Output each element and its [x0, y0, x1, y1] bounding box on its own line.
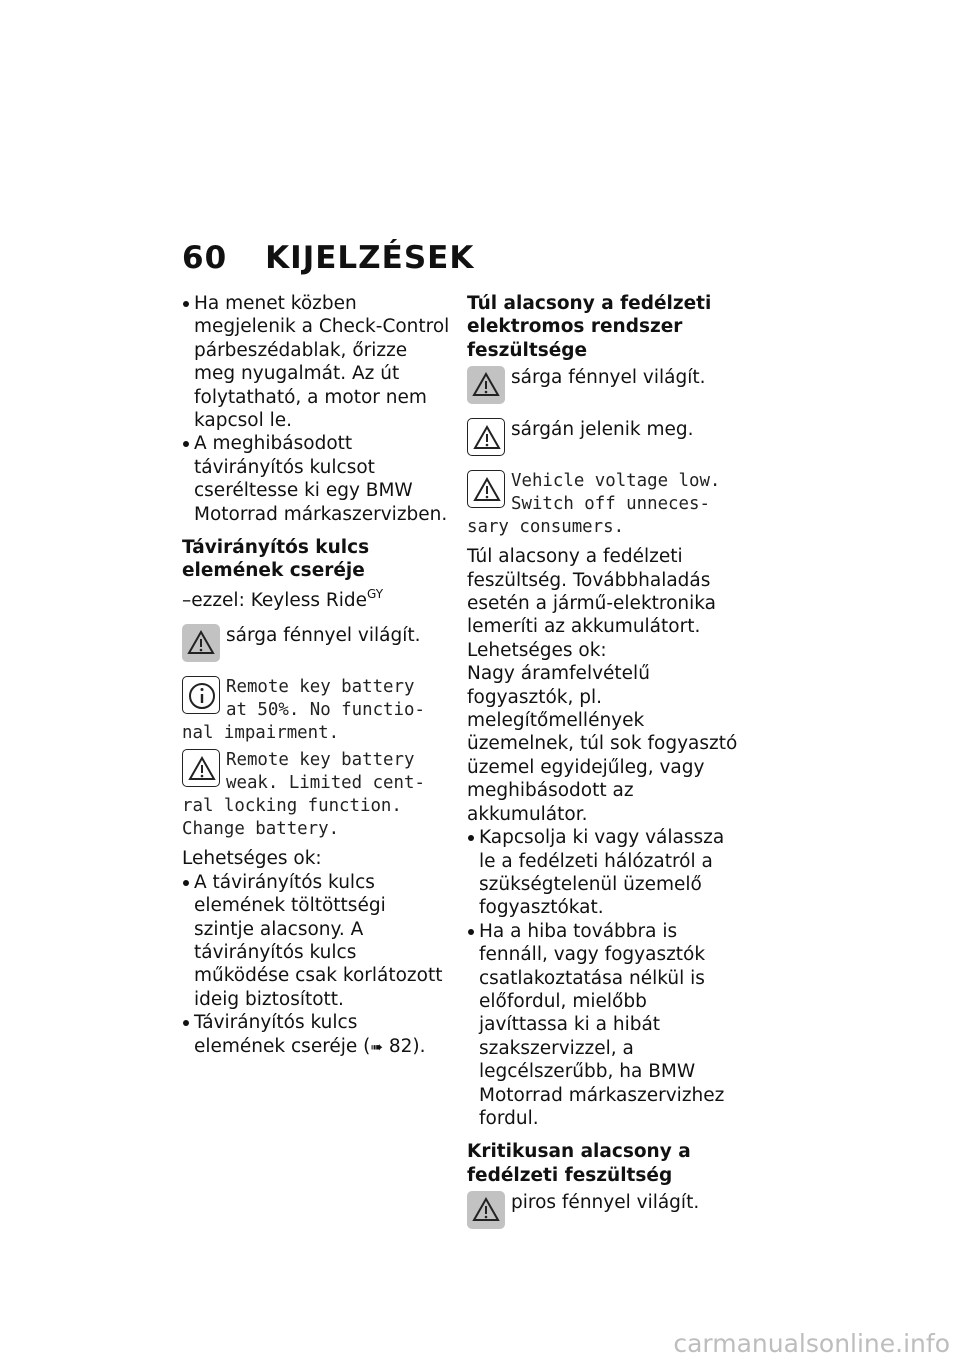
causes-label: Lehetséges ok:: [182, 848, 322, 870]
section-title: Távirányítós kulcs elemének cseréje: [182, 537, 370, 582]
list-item: Kapcsolja ki vagy válassza le a fedélzeti hálózatról a szükségtelenül üzemelő fogyasztókat.: [467, 826, 739, 920]
indicator-text: piros fénnyel világít.: [511, 1192, 700, 1214]
page-title: KIJELZÉSEK: [265, 240, 475, 276]
left-column: [182, 292, 450, 1059]
warning-triangle-outline-icon: [467, 470, 505, 508]
list-item: A távirányítós kulcs elemének töltöttségi szintje alacsony. A távirányítós kulcs működése csak korlátozott ideig biztosított.: [182, 871, 450, 1011]
paragraph: Túl alacsony a fedélzeti feszültség. Továbbhaladás esetén a jármű-elektronika lemeríti az akkumulátort.: [467, 546, 717, 638]
watermark: carmanualsonline.info: [673, 1329, 950, 1358]
section-title: Kritikusan alacsony a fedélzeti feszültség: [467, 1141, 691, 1186]
indicator-text: sárga fénnyel világít.: [511, 367, 706, 389]
paragraph: Nagy áramfelvételű fogyasztók, pl. melegítőmellények üzemelnek, túl sok fogyasztó üzemel egyidejűleg, vagy meghibásodott az akkumulátor.: [467, 663, 738, 825]
indicator-row: [182, 624, 450, 664]
causes-label: Lehetséges ok:: [467, 639, 607, 661]
indicator-row: [467, 1191, 739, 1231]
warning-triangle-icon: [182, 624, 220, 662]
indicator-row: [467, 366, 739, 406]
right-column: [467, 292, 739, 1231]
display-message: Vehicle voltage low. Switch off unneces- sary consumers.: [467, 471, 721, 538]
page-reference-arrow-icon: ➠: [370, 1037, 383, 1056]
indicator-text: sárga fénnyel világít.: [226, 625, 421, 647]
list-item: Ha menet közben megjelenik a Check-Control párbeszédablak, őrizze meg nyugalmát. Az út folytatható, a motor nem kapcsol le.: [182, 292, 450, 432]
warning-triangle-icon: [467, 1191, 505, 1229]
info-icon: [182, 676, 220, 714]
indicator-row: [467, 418, 739, 458]
warning-triangle-outline-icon: [182, 749, 220, 787]
section-title: Túl alacsony a fedélzeti elektromos rendszer feszültsége: [467, 293, 712, 361]
list-item: Távirányítós kulcs elemének cseréje (➠ 82).: [182, 1011, 450, 1059]
warning-triangle-outline-icon: [467, 418, 505, 456]
list-item: A meghibásodott távirányítós kulcsot cseréltesse ki egy BMW Motorrad márkaszervizben.: [182, 432, 450, 526]
display-message: Remote key battery weak. Limited cent- ral locking function. Change battery.: [182, 750, 425, 840]
page-number: 60: [182, 240, 228, 276]
display-message: Remote key battery at 50%. No functio- nal impairment.: [182, 677, 425, 744]
indicator-text: sárgán jelenik meg.: [511, 419, 694, 441]
page-header: [182, 240, 474, 276]
warning-triangle-icon: [467, 366, 505, 404]
list-item: Ha a hiba továbbra is fennáll, vagy fogyasztók csatlakoztatása nélkül is előfordul, mielőbb javíttassa ki a hibát szakszervizzel, a legcélszerűbb, ha BMW Motorrad márkaszervizhez fordul.: [467, 920, 739, 1131]
superscript-code: GY: [367, 586, 384, 601]
applicability-line: –ezzel: Keyless Ride$^{GY}$: [182, 586, 384, 611]
